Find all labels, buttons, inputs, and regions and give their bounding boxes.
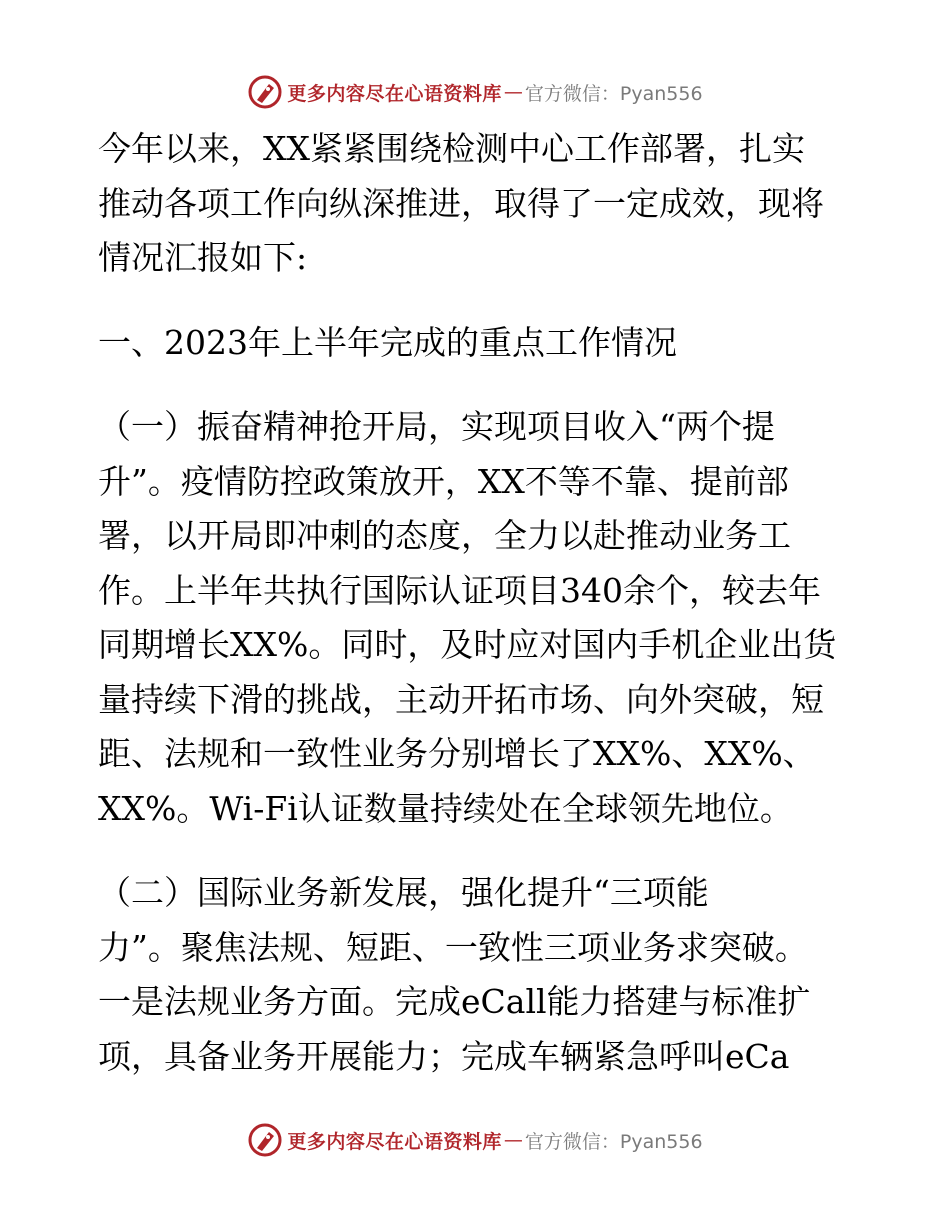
text-line: 升”。疫情防控政策放开，XX不等不靠、提前部: [98, 461, 789, 501]
document-body: [98, 122, 858, 1084]
text-line: 署，以开局即冲刺的态度，全力以赴推动业务工: [98, 516, 791, 555]
text-line: 距、法规和一致性业务分别增长了XX%、XX%、: [98, 734, 816, 773]
footer-watermark: [0, 1120, 950, 1160]
watermark-separator: —: [503, 1129, 523, 1151]
watermark-contact: 官方微信：Pyan556: [524, 82, 703, 105]
text-line: 推动各项工作向纵深推进，取得了一定成效，现将: [98, 183, 824, 223]
text-line: 项，具备业务开展能力；完成车辆紧急呼叫eCa: [98, 1036, 790, 1076]
subsection-heading: （二）国际业务新发展，强化提升“三项能: [98, 873, 709, 912]
pen-nib-circle-icon: [247, 74, 283, 110]
watermark-separator: —: [503, 81, 523, 103]
text-line: 一是法规业务方面。完成eCall能力搭建与标准扩: [98, 982, 811, 1021]
text-line: 今年以来，XX紧紧围绕检测中心工作部署，扎实: [98, 129, 805, 168]
watermark-brand: 更多内容尽在心语资料库: [287, 1130, 502, 1153]
subsection-heading: （一）振奋精神抢开局，实现项目收入“两个提: [98, 407, 775, 446]
section-heading: 一、2023年上半年完成的重点工作情况: [98, 322, 677, 362]
text-line: 同期增长XX%。同时，及时应对国内手机企业出货: [98, 625, 837, 664]
text-line: 量持续下滑的挑战，主动开拓市场、向外突破，短: [98, 679, 824, 719]
header-watermark: [0, 72, 950, 112]
text-line: XX%。Wi-Fi认证数量持续处在全球领先地位。: [98, 788, 793, 828]
watermark-brand: 更多内容尽在心语资料库: [287, 82, 502, 105]
text-line: 情况汇报如下:: [98, 238, 308, 277]
text-line: 作。上半年共执行国际认证项目340余个，较去年: [98, 570, 821, 610]
watermark-contact: 官方微信：Pyan556: [524, 1130, 703, 1153]
pen-nib-circle-icon: [247, 1122, 283, 1158]
text-line: 力”。聚焦法规、短距、一致性三项业务求突破。: [98, 927, 808, 967]
